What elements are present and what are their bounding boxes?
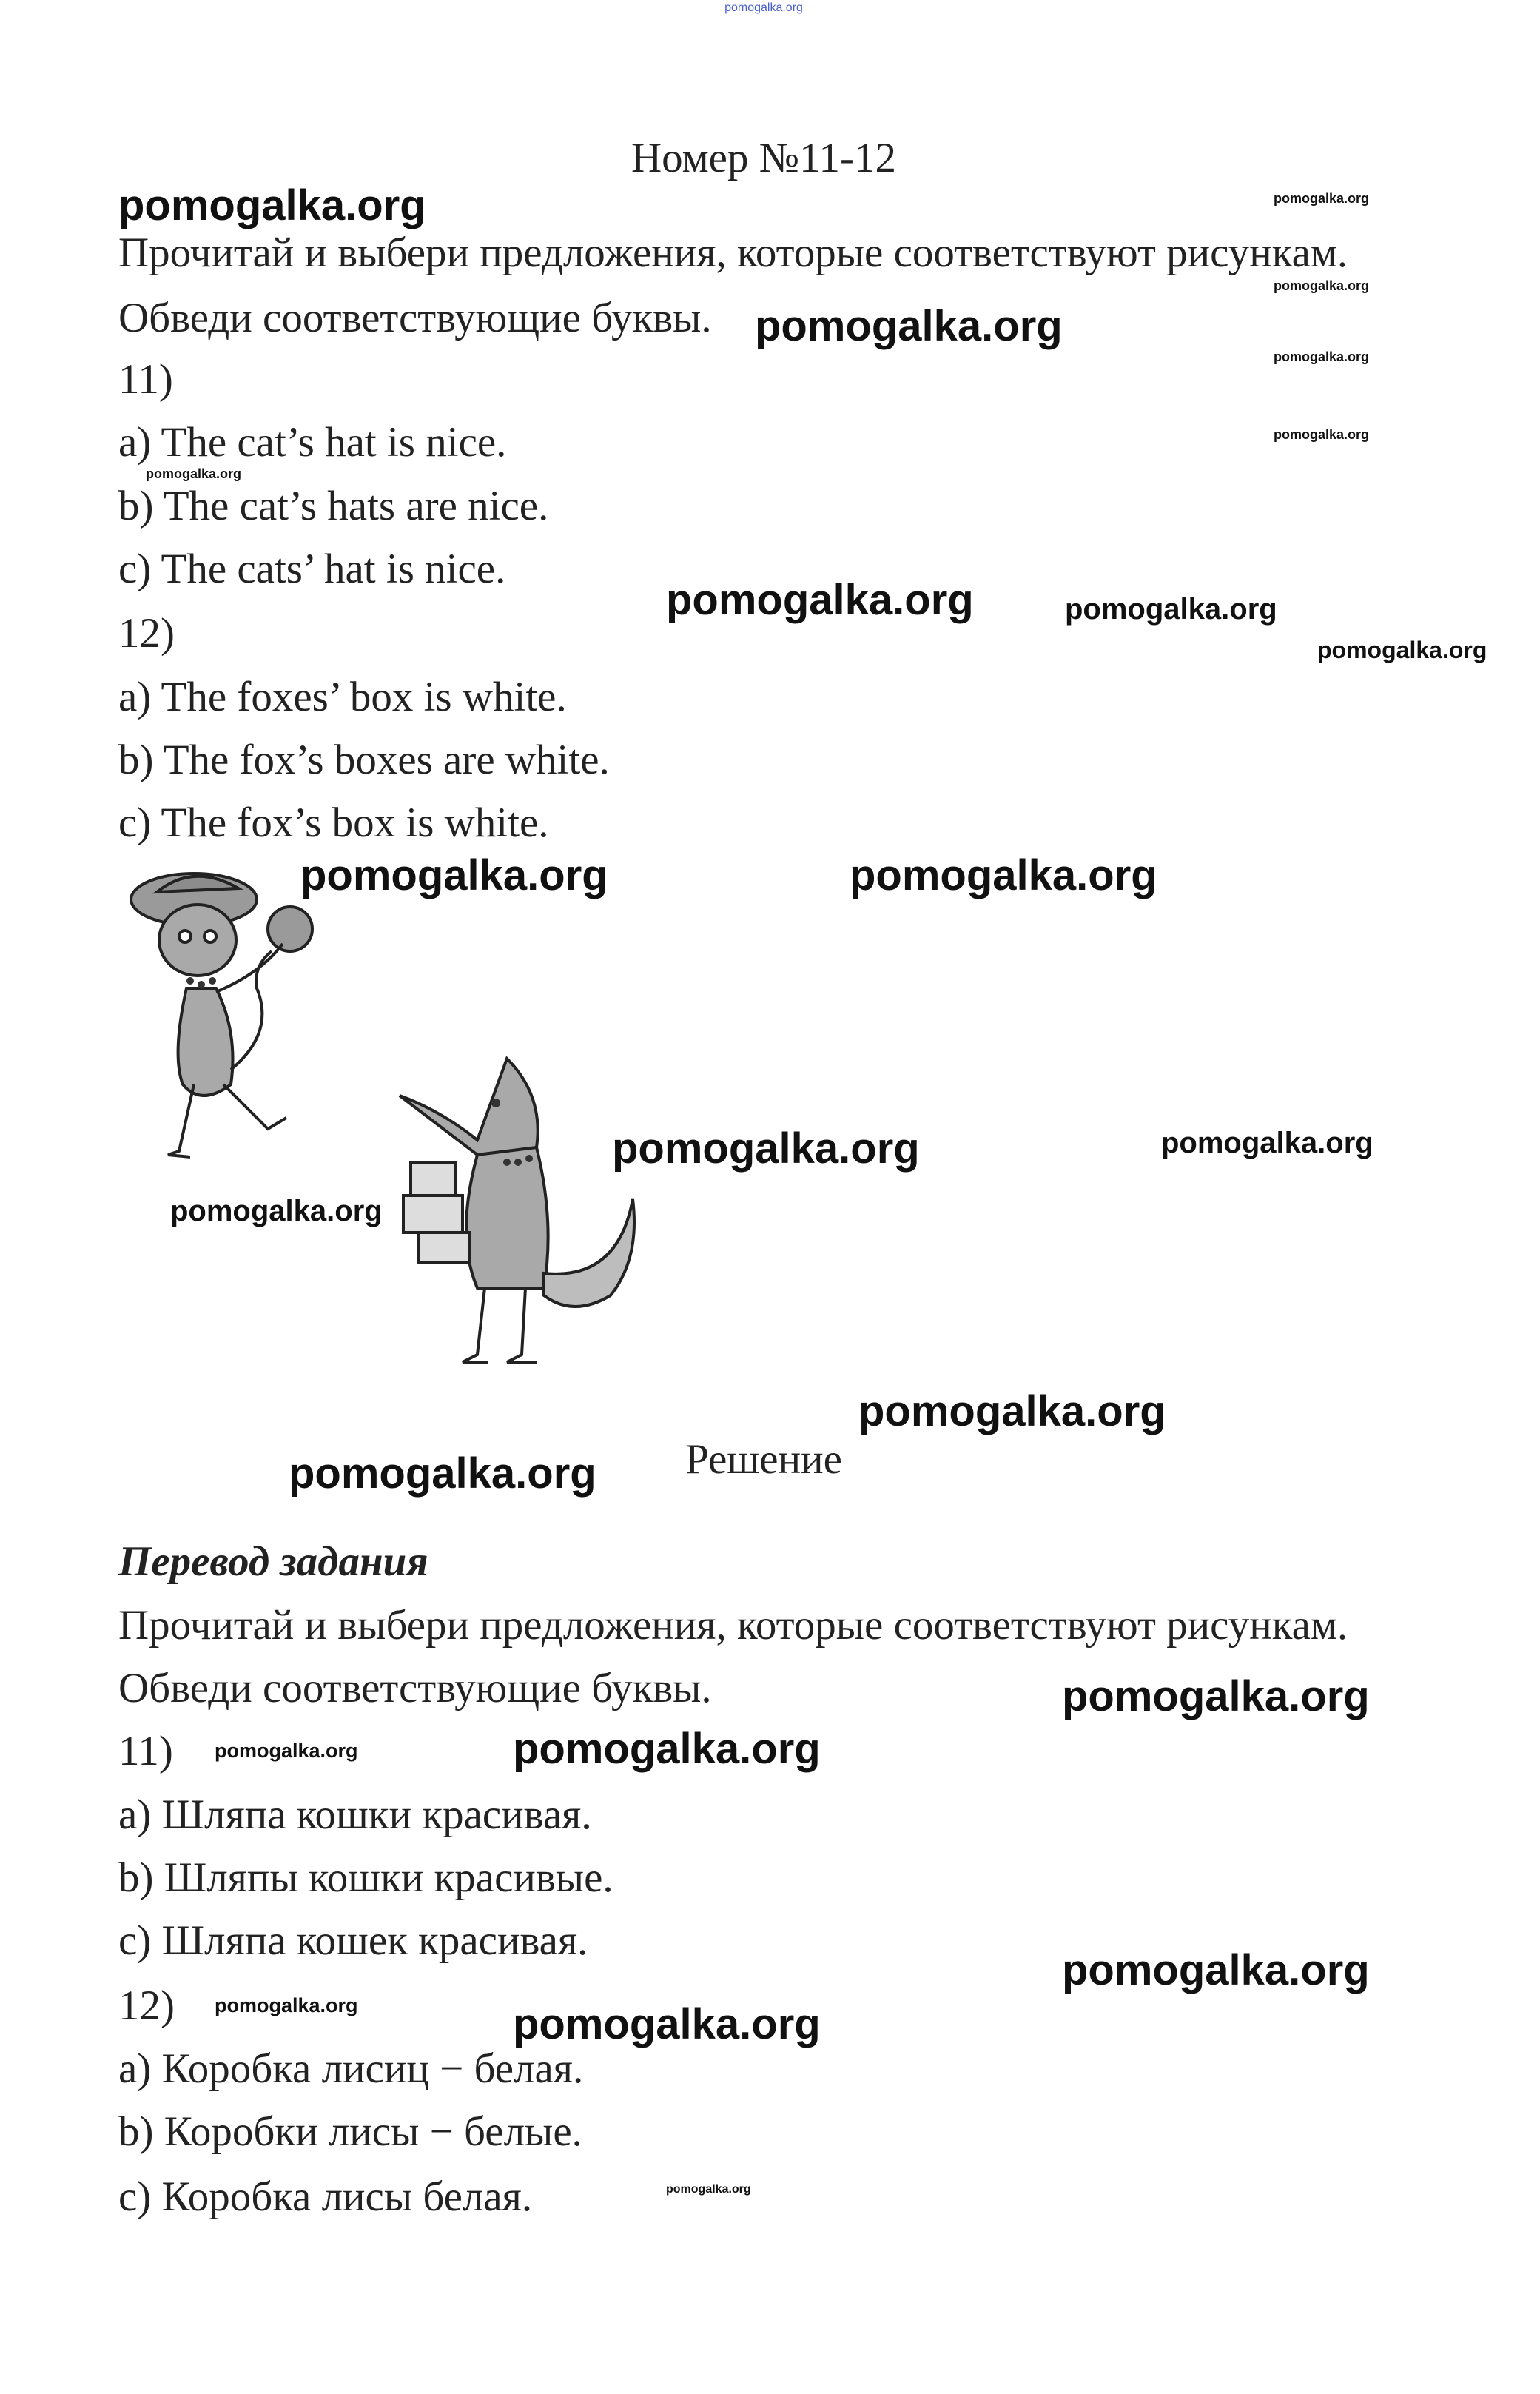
- watermark: pomogalka.org: [850, 851, 1157, 899]
- translation-heading: Перевод задания: [118, 1538, 428, 1585]
- option: c) Шляпа кошек красивая.: [118, 1917, 588, 1964]
- watermark: pomogalka.org: [1274, 278, 1370, 293]
- option: a) The cat’s hat is nice.: [118, 419, 507, 466]
- option: a) Коробка лисиц − белая.: [118, 2045, 584, 2092]
- watermark: pomogalka.org: [666, 2183, 751, 2196]
- question-label: 11): [118, 1728, 173, 1774]
- watermark: pomogalka.org: [755, 302, 1063, 350]
- option: b) The fox’s boxes are white.: [118, 737, 610, 783]
- option: a) The foxes’ box is white.: [118, 674, 567, 720]
- watermark: pomogalka.org: [858, 1387, 1166, 1435]
- option: c) The cats’ hat is nice.: [118, 546, 506, 592]
- instruction-line: Прочитай и выбери предложения, которые соответствуют рисункам.: [118, 229, 1348, 276]
- watermark: pomogalka.org: [118, 181, 426, 229]
- watermark: pomogalka.org: [1062, 1946, 1370, 1994]
- watermark: pomogalka.org: [1274, 191, 1370, 206]
- cat-in-hat-illustration: [127, 862, 327, 1177]
- option: b) Шляпы кошки красивые.: [118, 1854, 613, 1901]
- watermark: pomogalka.org: [1065, 593, 1277, 626]
- header-link[interactable]: pomogalka.org: [724, 1, 803, 14]
- watermark: pomogalka.org: [513, 2000, 821, 2048]
- page-title: Номер №11-12: [631, 135, 896, 181]
- option: c) The fox’s box is white.: [118, 799, 549, 846]
- fox-with-boxes-illustration: [396, 1051, 651, 1371]
- watermark: pomogalka.org: [146, 466, 242, 481]
- watermark: pomogalka.org: [1161, 1127, 1373, 1159]
- watermark: pomogalka.org: [1062, 1672, 1370, 1720]
- question-label: 11): [118, 356, 173, 403]
- watermark: pomogalka.org: [215, 1994, 358, 2016]
- option: a) Шляпа кошки красивая.: [118, 1791, 592, 1838]
- instruction-line: Обведи соответствующие буквы.: [118, 1665, 712, 1711]
- option: b) The cat’s hats are nice.: [118, 483, 549, 529]
- watermark: pomogalka.org: [1274, 427, 1370, 442]
- question-label: 12): [118, 610, 175, 657]
- watermark: pomogalka.org: [1274, 349, 1370, 364]
- option: b) Коробки лисы − белые.: [118, 2108, 582, 2155]
- option: c) Коробка лисы белая.: [118, 2173, 533, 2220]
- watermark: pomogalka.org: [300, 851, 608, 899]
- watermark: pomogalka.org: [1317, 637, 1487, 663]
- solution-heading: Решение: [685, 1436, 842, 1483]
- instruction-line: Обведи соответствующие буквы.: [118, 295, 712, 341]
- watermark: pomogalka.org: [215, 1740, 358, 1762]
- instruction-line: Прочитай и выбери предложения, которые соответствуют рисункам.: [118, 1602, 1348, 1649]
- watermark: pomogalka.org: [666, 576, 974, 624]
- question-label: 12): [118, 1982, 175, 2029]
- watermark: pomogalka.org: [170, 1195, 383, 1227]
- watermark: pomogalka.org: [513, 1725, 821, 1773]
- watermark: pomogalka.org: [612, 1124, 920, 1173]
- watermark: pomogalka.org: [289, 1449, 596, 1498]
